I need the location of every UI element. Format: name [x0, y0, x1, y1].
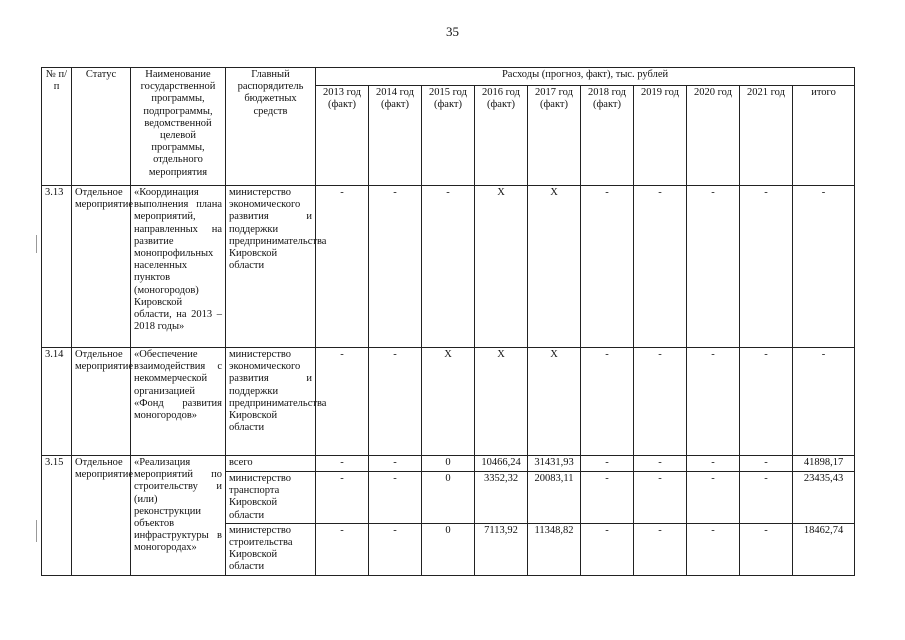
- table-row: [42, 456, 855, 472]
- value-cell: -: [316, 523, 369, 575]
- value-cell: -: [369, 523, 422, 575]
- value-cell: -: [369, 456, 422, 472]
- header-admin: Главный распорядитель бюджетных средств: [226, 68, 316, 186]
- header-total: итого: [793, 86, 855, 186]
- row-status: Отдельное мероприятие: [72, 348, 131, 456]
- row-admin: всего: [226, 456, 316, 472]
- row-admin: министерство строительства Кировской области: [226, 523, 316, 575]
- value-cell: -: [316, 348, 369, 456]
- table-row: [42, 348, 855, 456]
- value-cell: 3352,32: [475, 472, 528, 524]
- value-cell: -: [316, 472, 369, 524]
- value-cell: -: [581, 523, 634, 575]
- value-cell: 10466,24: [475, 456, 528, 472]
- value-cell: -: [422, 186, 475, 348]
- value-cell: -: [634, 523, 687, 575]
- value-cell: -: [687, 186, 740, 348]
- scan-margin-mark: [36, 235, 37, 253]
- value-cell: -: [740, 186, 793, 348]
- row-name: «Координация выполнения плана мероприятий, направленных на развитие монопрофильных населенных пунктов (моногородов) Кировской области, на 2013 – 2018 годы»: [131, 186, 226, 348]
- header-year: 2016 год (факт): [475, 86, 528, 186]
- value-cell: -: [581, 472, 634, 524]
- header-year: 2017 год (факт): [528, 86, 581, 186]
- value-cell: X: [475, 348, 528, 456]
- header-year: 2015 год (факт): [422, 86, 475, 186]
- row-status: Отдельное мероприятие: [72, 456, 131, 576]
- header-status: Статус: [72, 68, 131, 186]
- value-cell: -: [687, 523, 740, 575]
- value-cell: -: [581, 348, 634, 456]
- header-year: 2013 год (факт): [316, 86, 369, 186]
- value-cell: X: [422, 348, 475, 456]
- row-admin: министерство экономического развития и поддержки предпринимательства Кировской области: [226, 348, 316, 456]
- header-year: 2021 год: [740, 86, 793, 186]
- value-cell: X: [528, 186, 581, 348]
- value-cell: -: [634, 456, 687, 472]
- row-num: 3.15: [42, 456, 72, 576]
- value-cell: X: [475, 186, 528, 348]
- value-cell: 31431,93: [528, 456, 581, 472]
- value-cell: -: [687, 456, 740, 472]
- row-status: Отдельное мероприятие: [72, 186, 131, 348]
- value-cell: -: [369, 348, 422, 456]
- value-cell: -: [740, 472, 793, 524]
- header-year: 2014 год (факт): [369, 86, 422, 186]
- value-cell: 11348,82: [528, 523, 581, 575]
- value-cell: -: [740, 348, 793, 456]
- value-cell: -: [581, 456, 634, 472]
- scan-margin-mark: [36, 520, 37, 542]
- value-cell: 0: [422, 456, 475, 472]
- value-cell: -: [634, 348, 687, 456]
- header-name: Наименование государственной программы, подпрограммы, ведомственной целевой программы, отдельного мероприятия: [131, 68, 226, 186]
- value-cell-total: -: [793, 186, 855, 348]
- row-num: 3.14: [42, 348, 72, 456]
- value-cell: -: [369, 186, 422, 348]
- value-cell-total: -: [793, 348, 855, 456]
- value-cell: -: [316, 456, 369, 472]
- value-cell: -: [740, 456, 793, 472]
- row-name: «Обеспечение взаимодействия с некоммерческой организацией «Фонд развития моногородов»: [131, 348, 226, 456]
- value-cell: 7113,92: [475, 523, 528, 575]
- value-cell: -: [369, 472, 422, 524]
- header-year: 2018 год (факт): [581, 86, 634, 186]
- value-cell: -: [581, 186, 634, 348]
- value-cell: -: [634, 186, 687, 348]
- value-cell-total: 41898,17: [793, 456, 855, 472]
- row-admin: министерство экономического развития и поддержки предпринимательства Кировской области: [226, 186, 316, 348]
- page-number: 35: [446, 24, 459, 39]
- value-cell: -: [740, 523, 793, 575]
- row-name: «Реализация мероприятий по строительству и (или) реконструкции объектов инфраструктуры в моногородах»: [131, 456, 226, 576]
- value-cell: X: [528, 348, 581, 456]
- row-num: 3.13: [42, 186, 72, 348]
- value-cell-total: 23435,43: [793, 472, 855, 524]
- table-header-row: [42, 68, 855, 86]
- value-cell: -: [316, 186, 369, 348]
- value-cell: -: [687, 348, 740, 456]
- budget-table: [41, 67, 855, 576]
- value-cell: -: [687, 472, 740, 524]
- value-cell: 0: [422, 472, 475, 524]
- value-cell: 0: [422, 523, 475, 575]
- value-cell-total: 18462,74: [793, 523, 855, 575]
- header-year: 2019 год: [634, 86, 687, 186]
- header-expenses: Расходы (прогноз, факт), тыс. рублей: [316, 68, 855, 86]
- header-year: 2020 год: [687, 86, 740, 186]
- table-row: [42, 186, 855, 348]
- header-num: № п/п: [42, 68, 72, 186]
- value-cell: -: [634, 472, 687, 524]
- value-cell: 20083,11: [528, 472, 581, 524]
- row-admin: министерство транспорта Кировской области: [226, 472, 316, 524]
